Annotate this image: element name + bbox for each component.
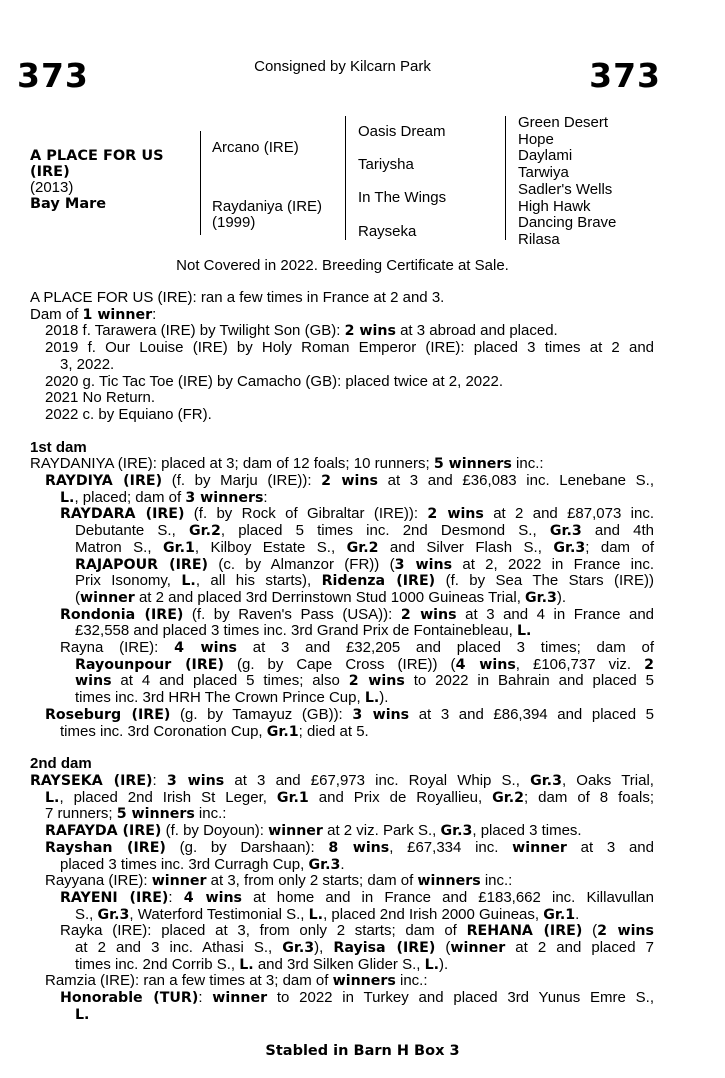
body-line: wins at 4 and placed 5 times; also 2 wins to 2022 in Bahrain and placed 5 — [75, 672, 654, 690]
body-line: 2019 f. Our Louise (IRE) by Holy Roman Emperor (IRE): placed 3 times at 2 and — [45, 339, 654, 357]
horse-name: A PLACE FOR US — [30, 148, 164, 164]
body-line: Honorable (TUR): winner to 2022 in Turkey and placed 3rd Yunus Emre S., — [60, 989, 654, 1007]
pedigree-line-3 — [505, 116, 506, 240]
body-line: RAJAPOUR (IRE) (c. by Almanzor (FR)) (3 wins at 2, 2022 in France inc. — [75, 555, 654, 573]
body-line: L., placed; dam of 3 winners: — [60, 488, 268, 506]
body-line: S., Gr.3, Waterford Testimonial S., L., placed 2nd Irish 2000 Guineas, Gr.1. — [75, 905, 580, 923]
body-line: Prix Isonomy, L., all his starts), Ridenza (IRE) (f. by Sea The Stars (IRE)) — [75, 572, 655, 590]
body-line: 2020 g. Tic Tac Toe (IRE) by Camacho (GB): placed twice at 2, 2022. — [45, 372, 504, 390]
pedigree-gen4-4: Tarwiya — [518, 164, 569, 181]
body-line: £32,558 and placed 3 times inc. 3rd Grand Prix de Fontainebleau, L. — [75, 622, 532, 640]
body-line: Rayounpour (IRE) (g. by Cape Cross (IRE)) (4 wins, £106,737 viz. 2 — [75, 655, 654, 673]
pedigree-sire: Arcano (IRE) — [212, 139, 299, 156]
body-line: 2021 No Return. — [45, 389, 156, 407]
body-line: Roseburg (IRE) (g. by Tamayuz (GB)): 3 wins at 3 and £86,394 and placed 5 — [45, 705, 655, 723]
body-line: times inc. 3rd Coronation Cup, Gr.1; died at 5. — [60, 722, 369, 740]
body-line: RAYDIYA (IRE) (f. by Marju (IRE)): 2 wins at 3 and £36,083 inc. Lenebane S., — [45, 472, 654, 490]
body-line: times inc. 2nd Corrib S., L. and 3rd Silken Glider S., L.). — [75, 955, 449, 973]
pedigree-dam: Raydaniya (IRE) — [212, 198, 323, 215]
horse-block — [30, 148, 164, 212]
body-line: placed 3 times inc. 3rd Curragh Cup, Gr.3. — [60, 855, 345, 873]
pedigree-gen3-3: In The Wings — [358, 189, 447, 206]
body-line: L., placed 2nd Irish St Leger, Gr.1 and Prix de Royallieu, Gr.2; dam of 8 foals; — [45, 788, 654, 806]
catalogue-body — [30, 290, 654, 1024]
stabling-note: Stabled in Barn H Box 3 — [265, 1043, 460, 1059]
horse-sex-color: Bay Mare — [30, 196, 107, 212]
body-line: 3, 2022. — [60, 355, 115, 373]
body-line: Rayyana (IRE): winner at 3, from only 2 starts; dam of winners inc.: — [45, 872, 513, 890]
coverage-note: Not Covered in 2022. Breeding Certificate at Sale. — [176, 257, 509, 274]
pedigree-gen4-5: Sadler's Wells — [518, 181, 613, 198]
horse-name-suffix: (IRE) — [30, 164, 70, 180]
pedigree-gen4-7: Dancing Brave — [518, 214, 617, 231]
body-line: RAYSEKA (IRE): 3 wins at 3 and £67,973 inc. Royal Whip S., Gr.3, Oaks Trial, — [30, 771, 654, 789]
body-line: A PLACE FOR US (IRE): ran a few times in France at 2 and 3. — [30, 289, 445, 306]
pedigree-gen3-4: Rayseka — [358, 223, 417, 240]
body-line: 7 runners; 5 winners inc.: — [45, 805, 227, 823]
body-line: Ramzia (IRE): ran a few times at 3; dam of winners inc.: — [45, 972, 428, 990]
body-line: Rayna (IRE): 4 wins at 3 and £32,205 and placed 3 times; dam of — [60, 639, 655, 657]
body-line: Rondonia (IRE) (f. by Raven's Pass (USA)): 2 wins at 3 and 4 in France and — [60, 605, 654, 623]
body-line: RAYENI (IRE): 4 wins at home and in France and £183,662 inc. Killavullan — [60, 888, 654, 906]
body-line: times inc. 3rd HRH The Crown Prince Cup, L.). — [75, 689, 389, 707]
lot-number-left: 373 — [17, 56, 89, 95]
section-heading-2nd-dam: 2nd dam — [30, 755, 92, 773]
body-line: Rayshan (IRE) (g. by Darshaan): 8 wins, £67,334 inc. winner at 3 and — [45, 838, 654, 856]
horse-year: (2013) — [30, 179, 74, 196]
body-line: 2018 f. Tarawera (IRE) by Twilight Son (GB): 2 wins at 3 abroad and placed. — [45, 322, 558, 340]
pedigree-gen4-1: Green Desert — [518, 114, 609, 131]
body-line: Debutante S., Gr.2, placed 5 times inc. 2nd Desmond S., Gr.3 and 4th — [75, 522, 654, 540]
pedigree-gen4-6: High Hawk — [518, 198, 591, 215]
body-line: Dam of 1 winner: — [30, 305, 157, 323]
lot-number-right: 373 — [589, 56, 661, 95]
pedigree-gen3-2: Tariysha — [358, 156, 414, 173]
body-line: at 2 and 3 inc. Athasi S., Gr.3), Rayisa (IRE) (winner at 2 and placed 7 — [75, 939, 654, 957]
pedigree-gen4-3: Daylami — [518, 147, 573, 164]
body-line: Matron S., Gr.1, Kilboy Estate S., Gr.2 and Silver Flash S., Gr.3; dam of — [75, 538, 654, 556]
pedigree-line-2 — [345, 116, 346, 240]
body-line: 2022 c. by Equiano (FR). — [45, 405, 212, 423]
body-line: RAYDARA (IRE) (f. by Rock of Gibraltar (IRE)): 2 wins at 2 and £87,073 inc. — [60, 505, 654, 523]
body-line: (winner at 2 and placed 3rd Derrinstown Stud 1000 Guineas Trial, Gr.3). — [75, 588, 567, 606]
pedigree-gen4-2: Hope — [518, 131, 554, 148]
body-line: RAFAYDA (IRE) (f. by Doyoun): winner at 2 viz. Park S., Gr.3, placed 3 times. — [45, 822, 582, 840]
pedigree-gen3-1: Oasis Dream — [358, 123, 446, 140]
consignor-line: Consigned by Kilcarn Park — [254, 58, 431, 75]
pedigree-dam-year: (1999) — [212, 214, 256, 231]
body-line: RAYDANIYA (IRE): placed at 3; dam of 12 foals; 10 runners; 5 winners inc.: — [30, 455, 544, 473]
body-line: L. — [75, 1006, 90, 1023]
section-heading-1st-dam: 1st dam — [30, 438, 87, 456]
pedigree-gen4-8: Rilasa — [518, 231, 560, 248]
body-line: Rayka (IRE): placed at 3, from only 2 starts; dam of REHANA (IRE) (2 wins — [60, 922, 654, 940]
pedigree-line-1 — [200, 131, 201, 235]
